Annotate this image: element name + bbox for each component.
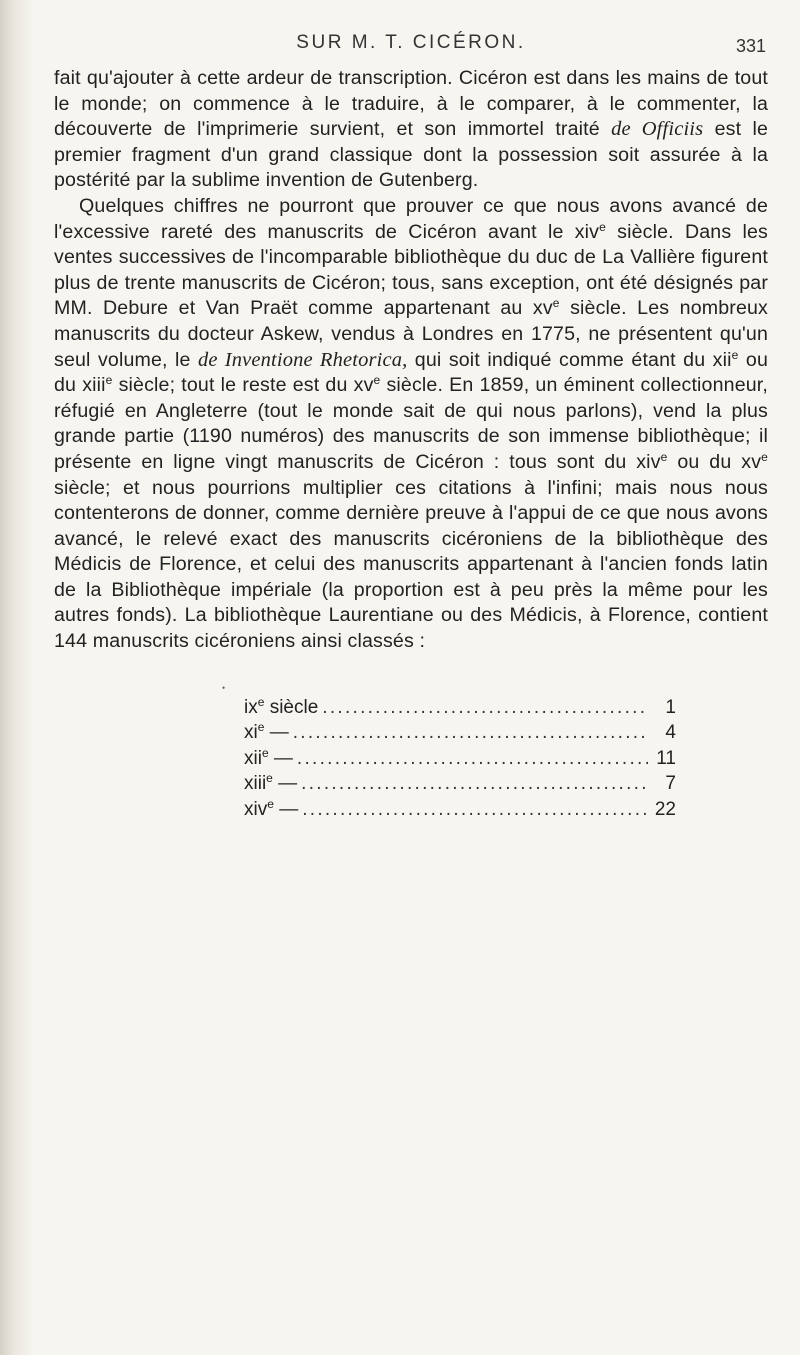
p2-i: siècle; et nous pourrions multiplier ces citations à l'infini; mais nous nous contenterons de donner, comme dernière preuve à l'appui de ce que nous avons avancé, le relevé exact des manuscrits cicéroniens de la bibliothèque des Médicis de Florence, et celui des manuscrits appartenant à l'ancien fonds latin de la Bibliothèque impériale (la proportion est à peu près la même pour les autres fonds). La bibliothèque Laurentiane ou des Médicis, à Florence, contient 144 manuscrits cicéroniens ainsi classés :: [54, 476, 768, 653]
dot-leader: [302, 799, 648, 821]
century-numeral: ix: [244, 696, 258, 718]
manuscript-count: 4: [665, 722, 676, 744]
tally-row: [244, 694, 676, 723]
tally-label: [244, 694, 322, 719]
manuscript-count: 11: [656, 747, 676, 769]
paragraph-1: [54, 66, 768, 194]
century-numeral: xiv: [244, 799, 268, 821]
p2-sup-6: e: [660, 449, 668, 464]
century-sup: e: [261, 745, 269, 760]
p2-h: ou du xv: [667, 450, 762, 473]
tally-label: [244, 745, 297, 770]
p2-sup-3: e: [731, 347, 739, 362]
p2-sup-7: e: [761, 449, 768, 464]
p2-f: siècle; tout le reste est du xv: [112, 374, 374, 397]
running-title: SUR M. T. CICÉRON.: [296, 32, 526, 53]
century-numeral: xii: [244, 747, 262, 769]
century-suffix: —: [272, 773, 298, 795]
p2-italic-title: de Inventione Rhetorica,: [198, 348, 408, 371]
p2-e: ou du xiii: [54, 348, 768, 397]
century-tally-list: [244, 694, 676, 825]
p2-sup-5: e: [373, 373, 381, 388]
dot-leader: [297, 748, 648, 770]
century-sup: e: [257, 694, 265, 709]
book-page: [54, 30, 768, 825]
page-gutter-shadow: [0, 0, 34, 1355]
century-sup: e: [266, 771, 273, 786]
century-suffix: —: [264, 722, 289, 744]
p2-d: qui soit indiqué comme étant du xii: [407, 348, 732, 371]
century-suffix: siècle: [264, 696, 319, 718]
body-text: [54, 66, 768, 655]
p2-sup-4: e: [105, 373, 113, 388]
manuscript-count: 1: [665, 696, 676, 718]
tally-label: [244, 799, 302, 821]
p2-g: siècle. En 1859, un éminent collectionneur, réfugié en Angleterre (tout le monde sait de qui nous parlons), vend la plus grande partie (1190 numéros) des manuscrits de son immense bibliothèque; il présente en ligne vingt manuscrits de Cicéron : tous sont du xiv: [54, 374, 768, 473]
dot-leader: [293, 722, 648, 744]
running-head: [54, 30, 768, 66]
p1-text-2: est le premier fragment d'un grand classique dont la possession soit assurée à la postérité par la sublime invention de Gutenberg.: [54, 118, 769, 192]
tally-row: [244, 773, 676, 799]
dot-leader: [322, 697, 648, 719]
manuscript-count: 7: [665, 773, 676, 795]
p2-sup-2: e: [552, 296, 560, 311]
tally-label: [244, 773, 301, 795]
p2-sup-1: e: [599, 219, 606, 234]
bullet-mark: •: [222, 682, 226, 693]
p2-c: siècle. Les nombreux manuscrits du docteur Askew, vendus à Londres en 1775, ne présentent qu'un seul volume, le: [54, 297, 768, 371]
century-sup: e: [267, 797, 274, 812]
tally-row: [244, 722, 676, 748]
century-numeral: xi: [244, 722, 258, 744]
century-sup: e: [257, 720, 265, 735]
p2-b: siècle. Dans les ventes successives de l'incomparable bibliothèque du duc de La Vallière figurent plus de trente manuscrits de Cicéron; tous, sans exception, ont été désignés par MM. Debure et Van Praët comme appartenant au xv: [54, 220, 768, 320]
page-number: 331: [735, 36, 766, 56]
century-suffix: —: [268, 747, 293, 769]
p1-text: fait qu'ajouter à cette ardeur de transcription. Cicéron est dans les mains de tout le monde; on commence à le traduire, à le comparer, à le commenter, la découverte de l'imprimerie survient, et son immortel traité: [54, 67, 768, 141]
paragraph-2: [54, 194, 768, 655]
dot-leader: [301, 773, 648, 795]
manuscript-count: 22: [654, 799, 676, 821]
century-numeral: xiii: [244, 773, 267, 795]
tally-row: [244, 799, 676, 825]
p1-italic-title: de Officiis: [611, 118, 704, 141]
p2-a: Quelques chiffres ne pourront que prouver ce que nous avons avancé de l'excessive rareté des manuscrits de Cicéron avant le xiv: [54, 194, 768, 243]
century-suffix: —: [273, 799, 299, 821]
tally-label: [244, 722, 293, 744]
tally-row: [244, 745, 676, 774]
